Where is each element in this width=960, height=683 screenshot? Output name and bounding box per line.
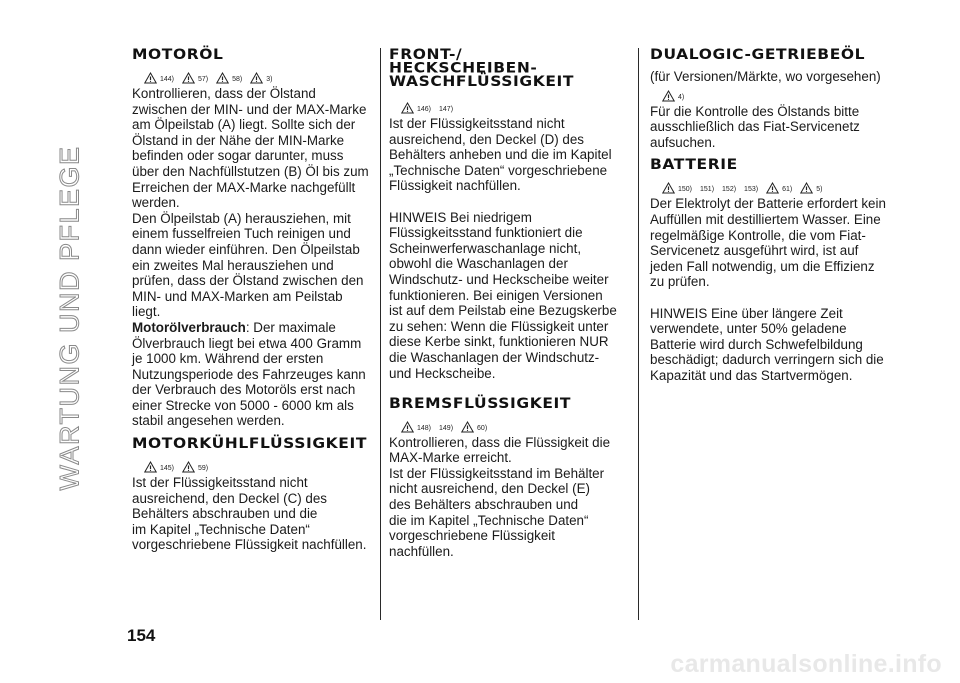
paragraph: Ist der Flüssigkeitsstand nicht ausreichend, den Deckel (D) des Behälters anheben und die im Kapitel „Technische Daten“ vorgeschriebene Flüssigkeit nachfüllen. xyxy=(389,116,612,194)
warning-icon xyxy=(144,461,157,473)
reference-marks xyxy=(662,85,890,102)
section-heading: BATTERIE xyxy=(650,156,738,173)
warning-icon xyxy=(144,72,157,84)
reference-marks xyxy=(662,177,890,194)
paragraph xyxy=(132,320,372,429)
reference-number: 3) xyxy=(266,76,273,83)
note-paragraph: HINWEIS Eine über längere Zeit verwendete, unter 50% geladene Batterie wird durch Schwefelbildung beschädigt; dadurch verringern sich die Kapazität und das Startvermögen. xyxy=(650,305,884,383)
warning-icon xyxy=(800,182,813,194)
paragraph: Kontrollieren, dass die Flüssigkeit die MAX-Marke erreicht. xyxy=(389,434,611,466)
reference-number: 152) xyxy=(722,186,737,194)
section-heading: MOTORKÜHLFLÜSSIGKEIT xyxy=(132,435,368,452)
reference-number: 147) xyxy=(439,106,454,113)
paragraph: Der Elektrolyt der Batterie erfordert kein Auffüllen mit destilliertem Wasser. Eine regelmäßige Kontrolle, die vom Fiat- Servicenetz ausgeführt wird, ist auf jeden Fall notwendig, um die Effizienz zu prüfen. xyxy=(650,196,886,290)
section-heading: MOTORÖL xyxy=(132,46,224,63)
side-section-title-text: WARTUNG UND PFLEGE xyxy=(54,145,85,491)
column-1 xyxy=(132,48,372,553)
reference-number: 144) xyxy=(160,76,175,83)
reference-number: 61) xyxy=(782,186,793,194)
paragraph: Für die Kontrolle des Ölstands bitte ausschließlich das Fiat-Servicenetz aufsuchen. xyxy=(650,103,860,150)
reference-number: 5) xyxy=(816,186,823,194)
column-divider-2 xyxy=(638,48,639,620)
section-motorkuehlfluessigkeit xyxy=(132,437,372,553)
paragraph: Den Ölpeilstab (A) herausziehen, mit einem fusselfreien Tuch reinigen und dann wieder einführen. Den Ölpeilstab ein zweites Mal herausziehen und prüfen, dass der Ölstand zwischen den MIN- und MAX-Marken am Peilstab liegt. xyxy=(132,210,364,320)
section-heading: DUALOGIC-GETRIEBEÖL xyxy=(650,46,866,63)
warning-icon xyxy=(461,421,474,433)
note-paragraph: HINWEIS Bei niedrigem Flüssigkeitsstand funktioniert die Scheinwerferwaschanlage nicht, obwohl die Waschanlagen der Windschutz- und Heckscheibe weiter funktionieren. Bei einigen Versionen ist auf dem Peilstab eine Bezugskerbe zu sehen: Wenn die Flüssigkeit unter diese Kerbe sinkt, funktionieren NUR die Waschanlagen der Windschutz- und Heckscheibe. xyxy=(389,209,617,381)
paragraph-text: : Der maximale Ölverbrauch liegt bei etwa 400 Gramm je 1000 km. Während der ersten Nutzungsperiode des Fahrzeuges kann der Verbrauch des Motoröls erst nach einer Strecke von 5000 - 6000 km als stabil angesehen werden. xyxy=(132,319,366,429)
section-heading: BREMSFLÜSSIGKEIT xyxy=(389,394,572,412)
column-divider-1 xyxy=(380,48,381,620)
page-number: 154 xyxy=(127,626,156,645)
section-heading: FRONT-/ HECKSCHEIBEN- WASCHFLÜSSIGKEIT xyxy=(389,46,575,90)
reference-number: 57) xyxy=(198,76,209,83)
section-motoroel xyxy=(132,48,372,429)
warning-icon xyxy=(250,72,263,84)
reference-number: 148) xyxy=(417,424,432,432)
warning-icon xyxy=(662,90,675,102)
section-dualogic-getriebeoel xyxy=(650,48,890,150)
reference-marks xyxy=(401,97,623,114)
reference-number: 153) xyxy=(744,186,759,194)
reference-marks xyxy=(401,416,623,433)
watermark: carmanualsonline.info xyxy=(670,650,942,678)
paragraph: Kontrollieren, dass der Ölstand zwischen der MIN- und der MAX-Marke am Ölpeilstab (A) liegt. Sollte sich der Ölstand in der Nähe der MIN-Marke befinden oder sogar darunter, muss über den Nachfüllstutzen (B) Öl bis zum Erreichen der MAX-Marke nachgefüllt werden. xyxy=(132,86,369,211)
reference-number: 149) xyxy=(439,424,454,432)
section-batterie xyxy=(650,158,890,383)
warning-icon xyxy=(216,72,229,84)
section-bremsfluessigkeit xyxy=(389,394,623,560)
warning-icon xyxy=(182,72,195,84)
reference-number: 60) xyxy=(477,424,488,432)
reference-number: 146) xyxy=(417,106,432,113)
reference-marks xyxy=(144,456,372,473)
warning-icon xyxy=(401,102,414,114)
warning-icon xyxy=(182,461,195,473)
reference-number: 150) xyxy=(678,186,693,194)
section-subtitle: (für Versionen/Märkte, wo vorgesehen) xyxy=(650,69,881,84)
section-waschfluessigkeit xyxy=(389,48,623,381)
column-2 xyxy=(389,48,623,559)
paragraph: Ist der Flüssigkeitsstand im Behälter nicht ausreichend, den Deckel (E) des Behälters abschrauben und die im Kapitel „Technische Daten“ vorgeschriebene Flüssigkeit nachfüllen. xyxy=(389,465,605,559)
reference-marks xyxy=(144,67,372,84)
warning-icon xyxy=(401,421,414,433)
reference-number: 59) xyxy=(198,465,209,473)
reference-number: 4) xyxy=(678,93,685,101)
paragraph: Ist der Flüssigkeitsstand nicht ausreichend, den Deckel (C) des Behälters abschrauben und die im Kapitel „Technische Daten“ vorgeschriebene Flüssigkeit nachfüllen. xyxy=(132,475,367,553)
bold-term: Motorölverbrauch xyxy=(132,319,246,335)
reference-number: 145) xyxy=(160,465,175,473)
reference-number: 151) xyxy=(700,186,715,194)
reference-number: 58) xyxy=(232,76,243,83)
warning-icon xyxy=(662,182,675,194)
warning-icon xyxy=(766,182,779,194)
column-3 xyxy=(650,48,890,384)
